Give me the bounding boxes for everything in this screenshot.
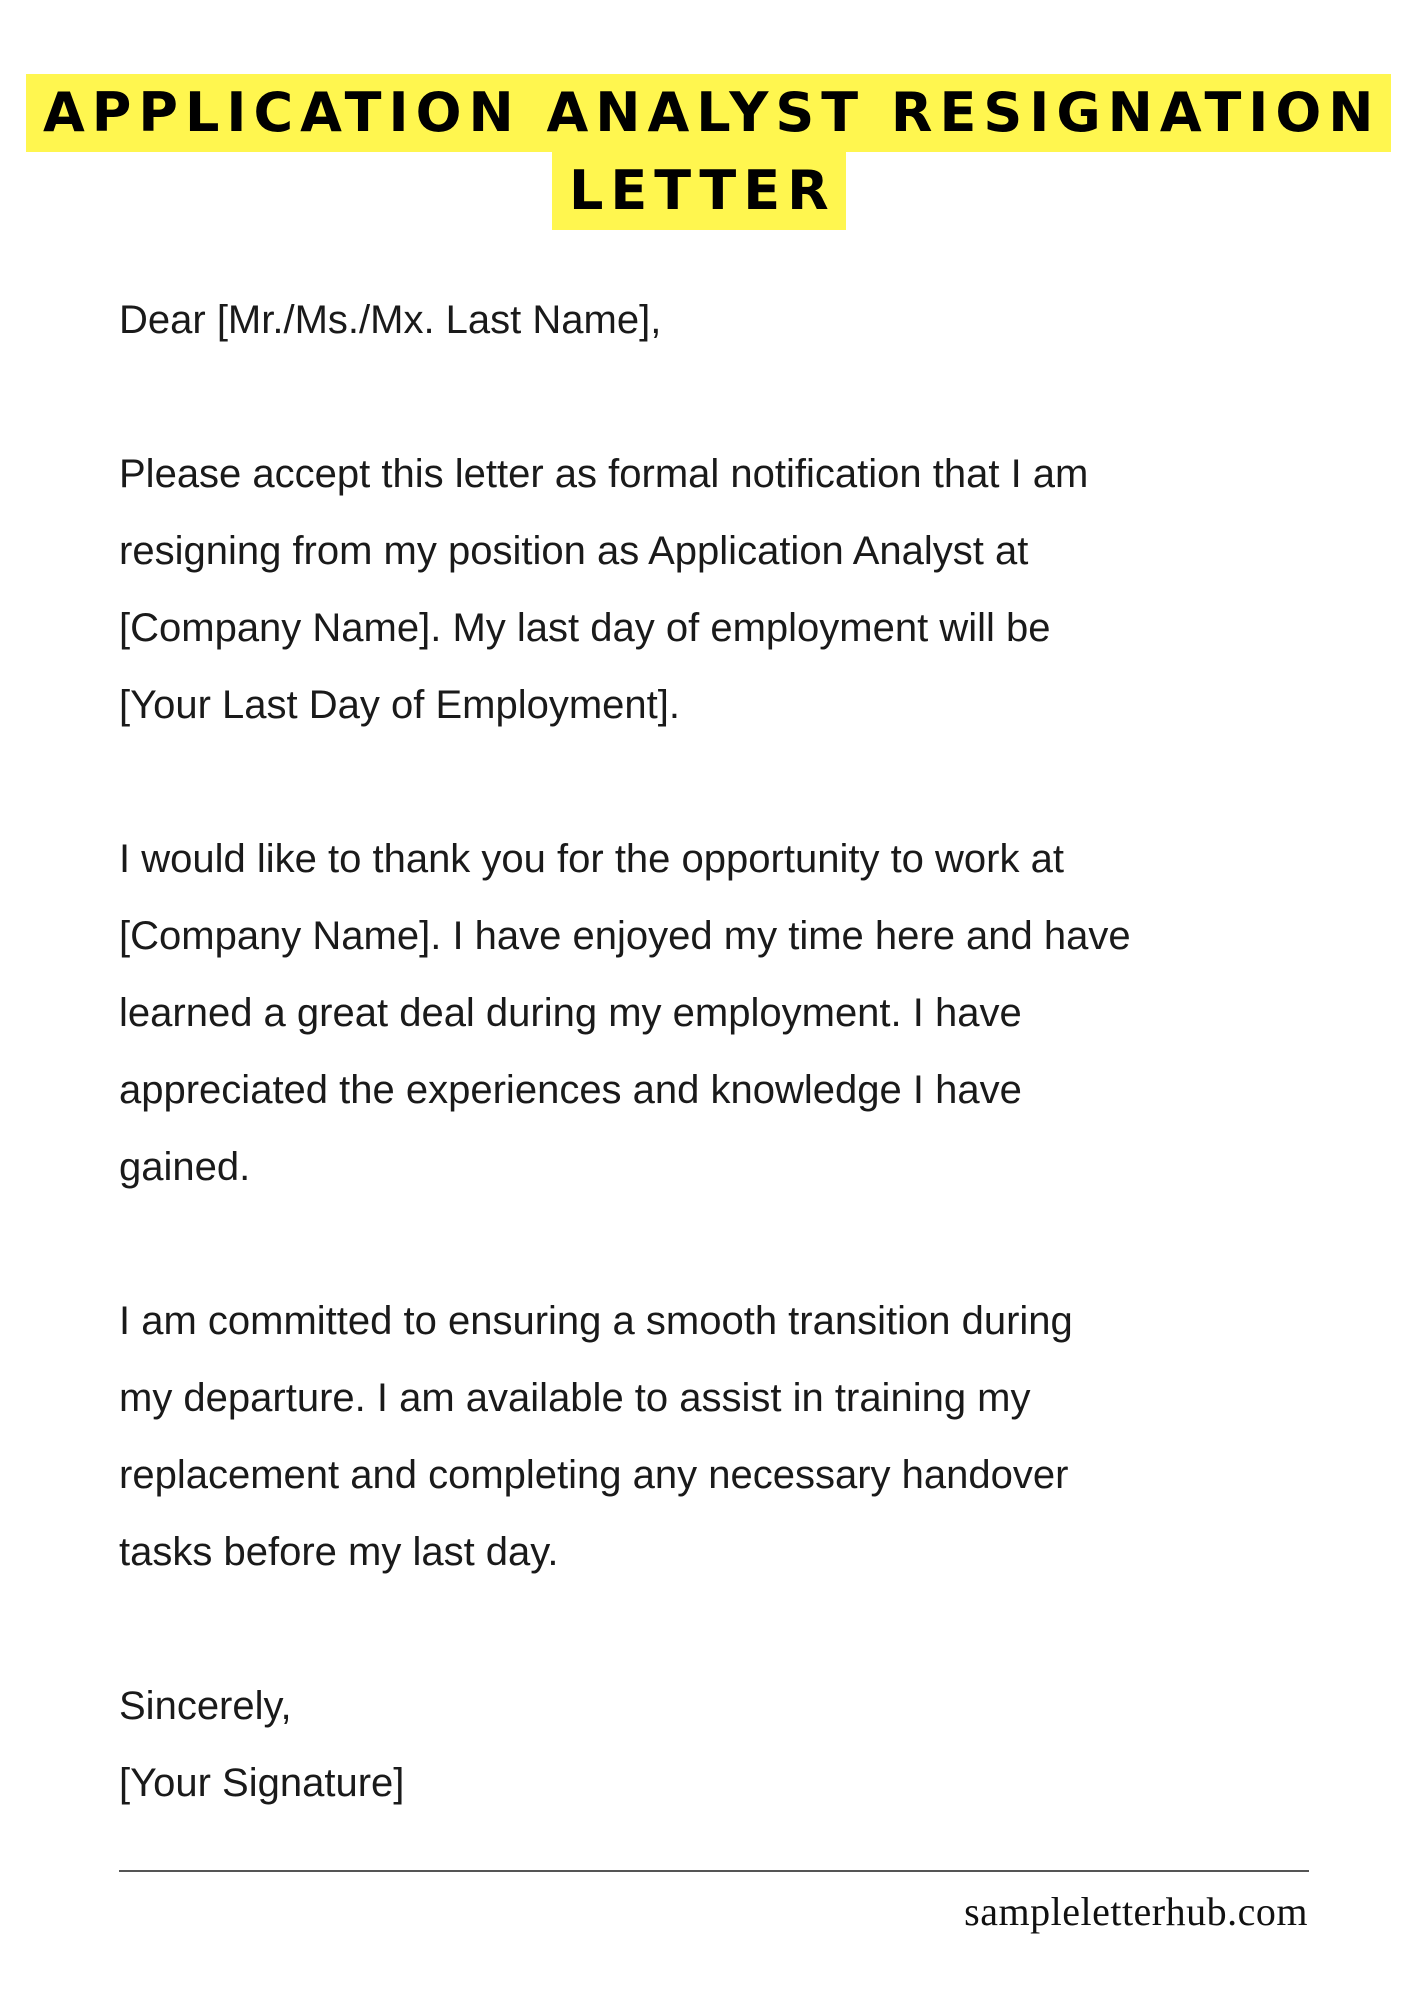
footer-divider <box>119 1870 1309 1872</box>
paragraph-line: I am committed to ensuring a smooth transition during <box>119 1299 1073 1343</box>
paragraph-line: [Company Name]. My last day of employment will be <box>119 606 1051 650</box>
paragraph-line: appreciated the experiences and knowledge I have <box>119 1068 1022 1112</box>
title-line-2: LETTER <box>552 152 846 230</box>
signature-placeholder: [Your Signature] <box>119 1761 405 1805</box>
paragraph-3 <box>119 1283 1359 1591</box>
title-line-1: APPLICATION ANALYST RESIGNATION <box>26 74 1391 152</box>
paragraph-line: my departure. I am available to assist in training my <box>119 1376 1031 1420</box>
paragraph-line: Please accept this letter as formal notification that I am <box>119 452 1089 496</box>
paragraph-spacer <box>119 1206 1359 1283</box>
paragraph-spacer <box>119 744 1359 821</box>
paragraph-spacer <box>119 1591 1359 1668</box>
letter-body <box>119 282 1359 1822</box>
paragraph-line: gained. <box>119 1145 251 1189</box>
paragraph-line: learned a great deal during my employment. I have <box>119 991 1022 1035</box>
footer-site-name: sampleletterhub.com <box>964 1889 1308 1934</box>
paragraph-1 <box>119 436 1359 744</box>
salutation: Dear [Mr./Ms./Mx. Last Name], <box>119 298 662 342</box>
paragraph-line: replacement and completing any necessary handover <box>119 1453 1069 1497</box>
paragraph-line: [Your Last Day of Employment]. <box>119 683 681 727</box>
paragraph-line: I would like to thank you for the opportunity to work at <box>119 837 1064 881</box>
paragraph-line: [Company Name]. I have enjoyed my time here and have <box>119 914 1131 958</box>
paragraph-spacer <box>119 359 1359 436</box>
closing: Sincerely, <box>119 1684 292 1728</box>
paragraph-line: resigning from my position as Application Analyst at <box>119 529 1029 573</box>
paragraph-2 <box>119 821 1359 1206</box>
paragraph-line: tasks before my last day. <box>119 1530 559 1574</box>
